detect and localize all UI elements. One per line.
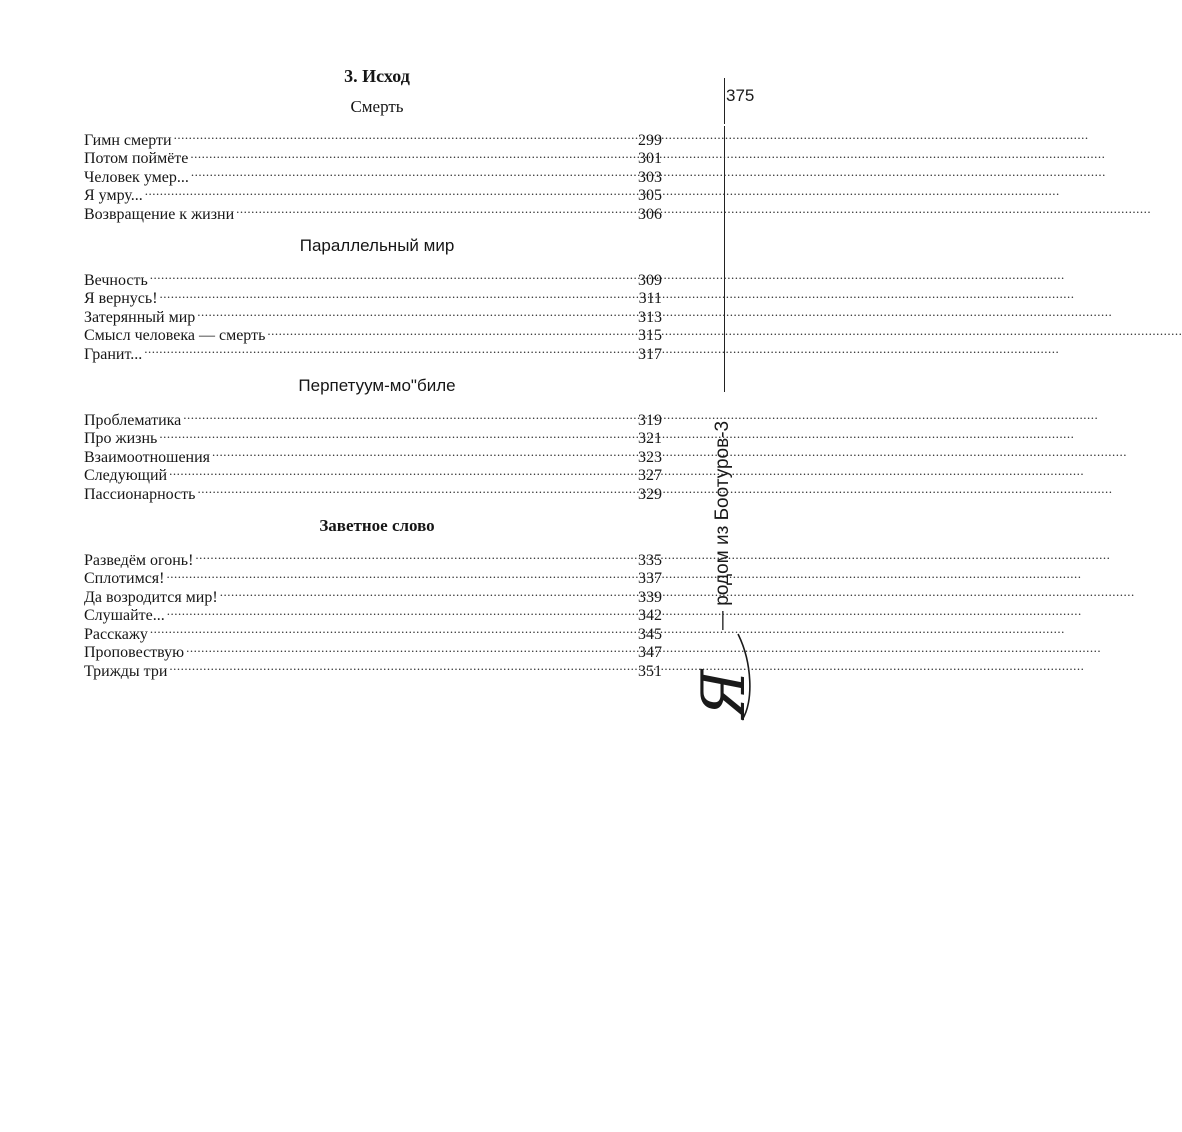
leader-dots <box>186 639 636 658</box>
toc-entry <box>84 583 662 606</box>
section-perpetuum-mobile <box>84 375 662 503</box>
toc-entry <box>84 657 662 681</box>
leader-dots <box>174 126 636 145</box>
toc-entry <box>84 200 662 223</box>
entry-title: Гимн смерти <box>84 131 172 149</box>
entry-title: Взаимоотношения <box>84 448 211 466</box>
entry-title: Разведём огонь! <box>84 551 194 569</box>
leader-dots <box>191 163 636 182</box>
section-title: Перпетуум-мо"биле <box>298 375 456 395</box>
part-title: 3. Исход <box>344 66 410 86</box>
entry-title: Затерянный мир <box>84 308 196 326</box>
leader-dots <box>169 462 636 481</box>
entry-title: Сплотимся! <box>84 570 165 588</box>
section-title: Заветное слово <box>319 515 435 535</box>
section-title: Параллельный мир <box>299 235 455 255</box>
toc-entry <box>84 480 662 503</box>
entry-page: 323 <box>638 448 662 466</box>
toc-entry <box>84 182 662 205</box>
entry-title: Да возродится мир! <box>84 588 218 606</box>
entry-title: Про жизнь <box>84 430 158 448</box>
leader-dots <box>197 303 636 322</box>
entry-page: 315 <box>638 327 662 345</box>
leader-dots <box>145 182 636 201</box>
entry-page: 339 <box>638 588 662 606</box>
entry-page: 305 <box>638 187 662 205</box>
leader-dots <box>212 443 636 462</box>
leader-dots <box>160 285 637 304</box>
section-title: Смерть <box>350 97 404 116</box>
entry-title: Проповествую <box>84 644 185 662</box>
entry-title: Проблематика <box>84 411 182 429</box>
entry-list <box>84 406 662 503</box>
margin-rule-top <box>724 78 725 124</box>
toc-entry <box>84 340 662 363</box>
entry-list <box>84 126 662 223</box>
entry-page: 347 <box>638 644 662 662</box>
entry-title: Человек умер... <box>84 168 189 186</box>
entry-title: Я умру... <box>84 187 143 205</box>
entry-page: 319 <box>638 411 662 429</box>
entry-list <box>84 546 662 681</box>
entry-title: Потом поймёте <box>84 150 189 168</box>
toc-entry <box>84 285 662 308</box>
toc-entry <box>84 425 662 448</box>
leader-dots <box>220 583 636 602</box>
entry-page: 321 <box>638 430 662 448</box>
leader-dots <box>183 406 636 425</box>
entry-page: 306 <box>638 205 662 223</box>
entry-page: 345 <box>638 625 662 643</box>
entry-title: Слушайте... <box>84 607 165 625</box>
toc-entry <box>84 443 662 466</box>
leader-dots <box>236 200 636 219</box>
entry-list <box>84 266 662 363</box>
leader-dots <box>144 340 636 359</box>
leader-dots <box>267 322 636 341</box>
toc-entry <box>84 406 662 429</box>
leader-dots <box>159 425 636 444</box>
toc-entry <box>84 462 662 485</box>
entry-page: 317 <box>638 345 662 363</box>
entry-page: 335 <box>638 551 662 569</box>
toc-entry <box>84 565 662 588</box>
entry-title: Трижды три <box>84 663 168 681</box>
entry-page: 311 <box>638 290 662 308</box>
section-parallel-world <box>84 235 662 363</box>
entry-title: Гранит... <box>84 345 143 363</box>
entry-title: Расскажу <box>84 625 148 643</box>
toc-entry <box>84 602 662 625</box>
entry-title: Вечность <box>84 271 148 289</box>
leader-dots <box>150 266 636 285</box>
toc-entry <box>84 639 662 662</box>
running-title-text: — родом из Боотуров-3 <box>712 420 733 630</box>
leader-dots <box>195 546 636 565</box>
entry-page: 313 <box>638 308 662 326</box>
toc-entry <box>84 546 662 569</box>
entry-title: Я вернусь! <box>84 290 158 308</box>
entry-page: 329 <box>638 485 662 503</box>
section-zavetnoe-slovo <box>84 515 662 681</box>
entry-page: 342 <box>638 607 662 625</box>
table-of-contents <box>84 64 662 681</box>
leader-dots <box>169 657 636 676</box>
page-number: 375 <box>726 86 755 105</box>
toc-entry <box>84 126 662 149</box>
entry-title: Следующий <box>84 467 168 485</box>
entry-page: 327 <box>638 467 662 485</box>
entry-title: Смысл человека — смерть <box>84 327 266 345</box>
leader-dots <box>190 145 636 164</box>
toc-entry <box>84 620 662 643</box>
leader-dots <box>197 480 636 499</box>
section-smert <box>84 96 662 223</box>
entry-page: 299 <box>638 131 662 149</box>
entry-title: Возвращение к жизни <box>84 205 235 223</box>
monogram-letter: Я <box>689 669 759 718</box>
entry-title: Пассионарность <box>84 485 196 503</box>
toc-entry <box>84 303 662 326</box>
toc-entry <box>84 266 662 289</box>
leader-dots <box>166 565 636 584</box>
leader-dots <box>167 602 636 621</box>
leader-dots <box>150 620 636 639</box>
entry-page: 351 <box>638 663 662 681</box>
entry-page: 303 <box>638 168 662 186</box>
entry-page: 337 <box>638 570 662 588</box>
entry-page: 309 <box>638 271 662 289</box>
entry-page: 301 <box>638 150 662 168</box>
